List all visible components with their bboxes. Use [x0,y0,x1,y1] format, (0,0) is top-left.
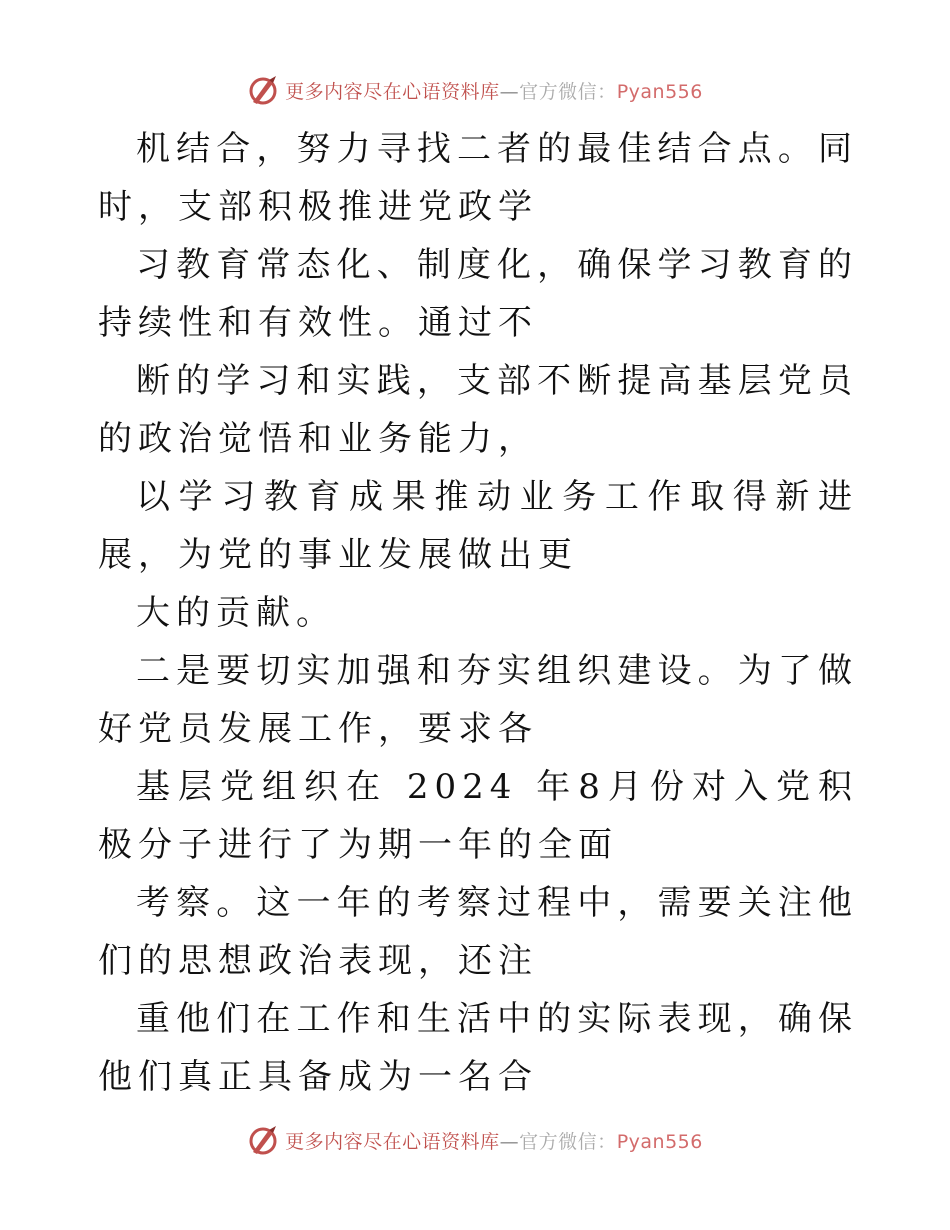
body-paragraph: 二是要切实加强和夯实组织建设。为了做好党员发展工作，要求各 [98,651,858,749]
body-paragraph: 以学习教育成果推动业务工作取得新进展，为党的事业发展做出更 [98,477,858,575]
header-wechat-label: 官方微信： [519,80,617,103]
footer-banner-text [285,1127,703,1154]
quill-pen-logo-icon [247,74,279,106]
header-banner-text [285,77,703,104]
page-header-banner [0,70,950,110]
header-site-text: 更多内容尽在心语资料库 [285,80,500,103]
header-wechat-id: Pyan556 [616,80,703,103]
body-paragraph: 机结合，努力寻找二者的最佳结合点。同时，支部积极推进党政学 [98,129,858,227]
body-paragraph: 习教育常态化、制度化，确保学习教育的持续性和有效性。通过不 [98,245,858,343]
body-paragraph: 断的学习和实践，支部不断提高基层党员的政治觉悟和业务能力， [98,361,858,459]
body-paragraph: 重他们在工作和生活中的实际表现，确保他们真正具备成为一名合 [98,999,858,1097]
footer-wechat-label: 官方微信： [519,1130,617,1153]
body-paragraph: 大的贡献。 [136,593,336,633]
body-paragraph: 考察。这一年的考察过程中，需要关注他们的思想政治表现，还注 [98,883,858,981]
footer-site-text: 更多内容尽在心语资料库 [285,1130,500,1153]
footer-separator: — [499,1130,520,1153]
body-paragraph: 基层党组织在 2024 年8月份对入党积极分子进行了为期一年的全面 [98,767,858,865]
header-separator: — [499,80,520,103]
footer-wechat-id: Pyan556 [616,1130,703,1153]
quill-pen-logo-icon [247,1124,279,1156]
page-footer-banner [0,1120,950,1160]
document-body [98,120,858,1106]
